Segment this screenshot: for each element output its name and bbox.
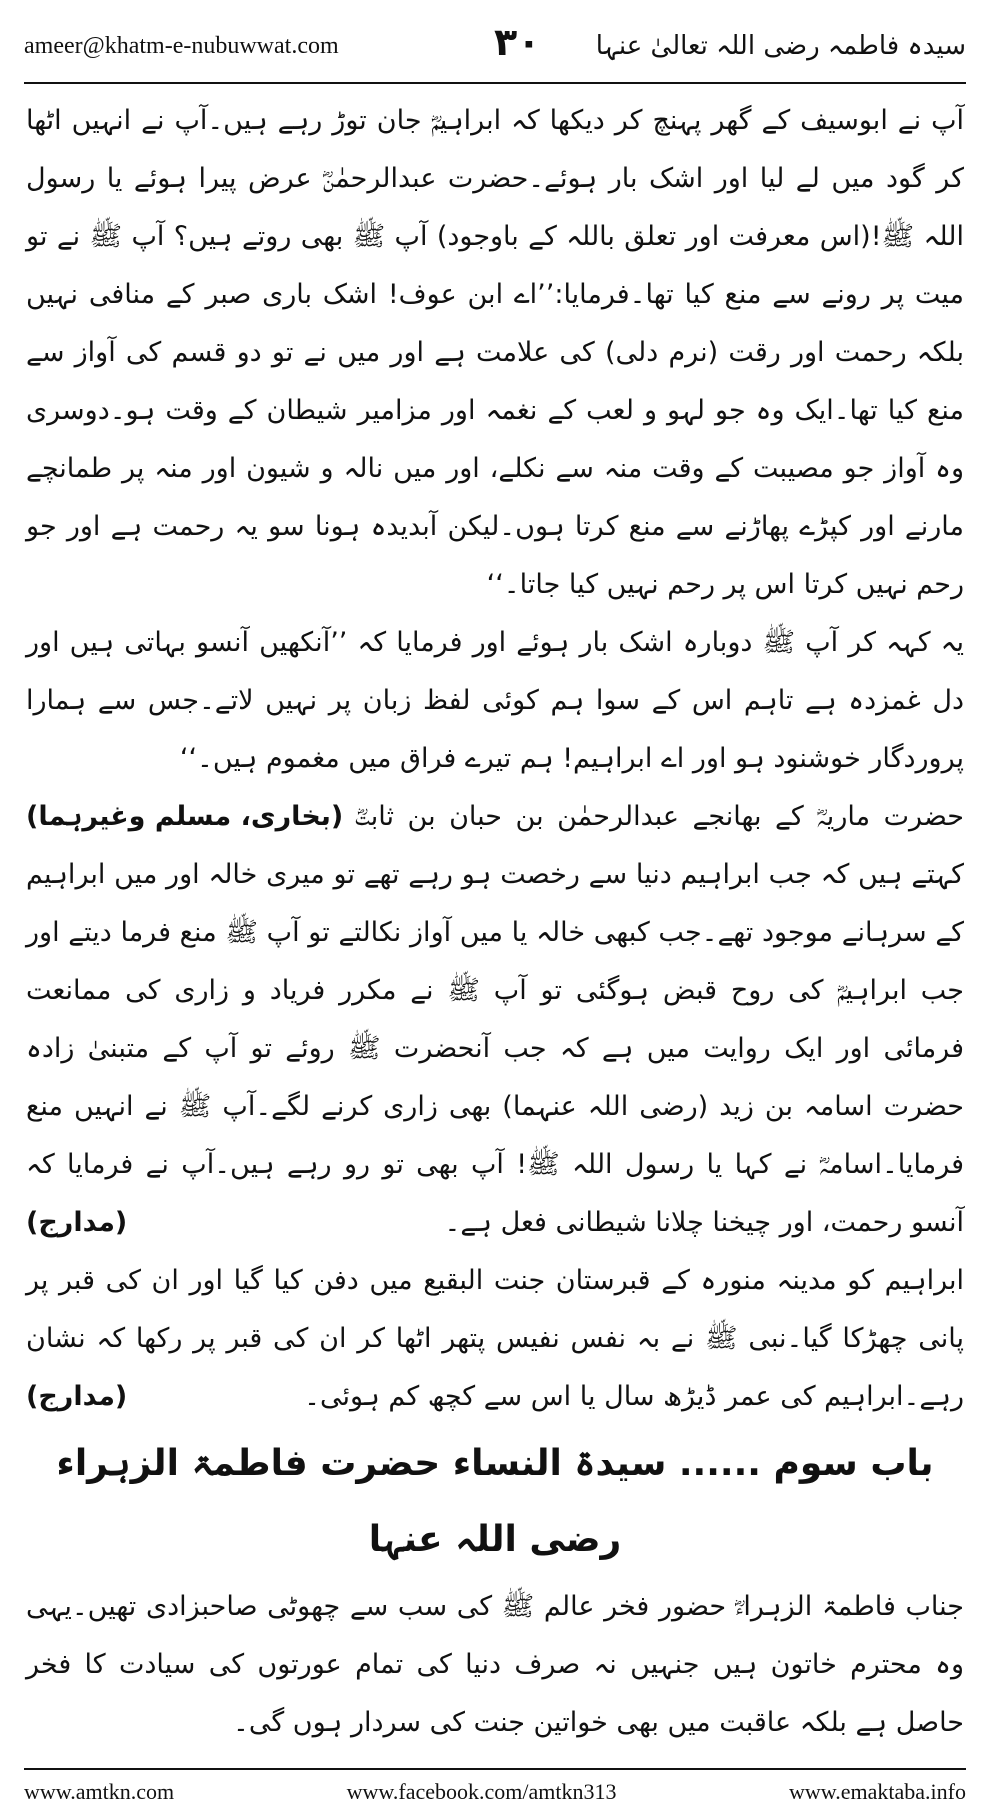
page-body [26, 92, 964, 1757]
page-number: ۳۰ [494, 20, 541, 64]
paragraph-3 [26, 788, 964, 1252]
header-email: ameer@khatm-e-nubuwwat.com [24, 32, 339, 59]
paragraph-text: حضرت ماریہؓ کے بھانجے عبدالرحمٰن بن حبان بن ثابتؓ کہتے ہیں کہ جب ابراہیم دنیا سے رخصت ہو رہے تھے تو میری خالہ اور میں ابراہیم کے سرہانے موجود تھے۔جب کبھی خالہ یا میں آواز نکالتے تو آپ ﷺ منع فرما دیتے اور جب ابراہیمؓ کی روح قبض ہوگئی تو آپ ﷺ نے مکرر فریاد و زاری کی ممانعت فرمائی اور ایک روایت میں ہے کہ جب آنحضرت ﷺ روئے تو آپ کے متبنیٰ زادہ حضرت اسامہ بن زید (رضی اللہ عنہما) بھی زاری کرنے لگے۔آپ ﷺ نے انہیں منع فرمایا۔اسامہؓ نے کہا یا رسول اللہ ﷺ! آپ بھی تو رو رہے ہیں۔آپ نے فرمایا کہ آنسو رحمت، اور چیخنا چلانا شیطانی فعل ہے۔ [26, 801, 964, 1238]
paragraph-text: آپ نے ابوسیف کے گھر پہنچ کر دیکھا کہ ابراہیمؓ جان توڑ رہے ہیں۔آپ نے انہیں اٹھا کر گود میں لے لیا اور اشک بار ہوئے۔حضرت عبدالرحمٰنؓ عرض پیرا ہوئے یا رسول اللہ ﷺ!(اس معرفت اور تعلق باللہ کے باوجود) آپ ﷺ بھی روتے ہیں؟ آپ ﷺ نے تو میت پر رونے سے منع کیا تھا۔فرمایا:’’اے ابن عوف! اشک باری صبر کے منافی نہیں بلکہ رحمت اور رقت (نرم دلی) کی علامت ہے اور میں نے تو دو قسم کی آواز سے منع کیا تھا۔ایک وہ جو لہو و لعب کے نغمہ اور مزامیر شیطان کے وقت ہو۔دوسری وہ آواز جو مصیبت کے وقت منہ سے نکلے، اور میں نالہ و شیون اور منہ پر طمانچے مارنے اور کپڑے پھاڑنے سے منع کرتا ہوں۔لیکن آبدیدہ ہونا سو یہ رحمت ہے اور جو رحم نہیں کرتا اس پر رحم نہیں کیا جاتا۔‘‘ [26, 105, 964, 600]
paragraph-2 [26, 614, 964, 832]
paragraph-1 [26, 92, 964, 614]
footer-divider [24, 1768, 966, 1770]
paragraph-text: یہ کہہ کر آپ ﷺ دوبارہ اشک بار ہوئے اور فرمایا کہ ’’آنکھیں آنسو بہاتی ہیں اور دل غمزدہ ہے تاہم اس کے سوا ہم کوئی لفظ زبان پر نہیں لاتے۔جس سے ہمارا پروردگار خوشنود ہو اور اے ابراہیم! ہم تیرے فراق میں مغموم ہیں۔‘‘ [26, 627, 964, 774]
paragraph-text: جناب فاطمۃ الزہراءؓ حضور فخر عالم ﷺ کی سب سے چھوٹی صاحبزادی تھیں۔یہی وہ محترم خاتون ہیں جنہیں نہ صرف دنیا کی تمام عورتوں کی سیادت کا فخر حاصل ہے بلکہ عاقبت میں بھی خواتین جنت کی سردار ہوں گی۔ [26, 1591, 964, 1738]
closing-paragraph [26, 1578, 964, 1752]
paragraph-text: ابراہیم کو مدینہ منورہ کے قبرستان جنت البقیع میں دفن کیا گیا اور ان کی قبر پر پانی چھڑکا گیا۔نبی ﷺ نے بہ نفس نفیس پتھر اٹھا کر ان کی قبر پر رکھا کہ نشان رہے۔ابراہیم کی عمر ڈیڑھ سال یا اس سے کچھ کم ہوئی۔ [26, 1265, 964, 1412]
header-divider [24, 82, 966, 84]
footer-link-facebook[interactable]: www.facebook.com/amtkn313 [346, 1779, 617, 1804]
page-footer [24, 1776, 966, 1808]
footer-link-emaktaba[interactable]: www.emaktaba.info [789, 1779, 966, 1804]
paragraph-4 [26, 1252, 964, 1426]
source-citation: (بخاری، مسلم وغیرہما) [26, 801, 344, 832]
source-citation: (مدارج) [26, 1381, 128, 1412]
source-citation: (مدارج) [26, 1207, 128, 1238]
footer-link-amtkn[interactable]: www.amtkn.com [24, 1779, 175, 1804]
page-header [24, 18, 966, 74]
running-title: سیدہ فاطمہ رضی اللہ تعالیٰ عنہا [595, 31, 966, 61]
chapter-heading: باب سوم ...... سیدۃ النساء حضرت فاطمۃ الزہراء رضی اللہ عنہا [56, 1443, 934, 1560]
